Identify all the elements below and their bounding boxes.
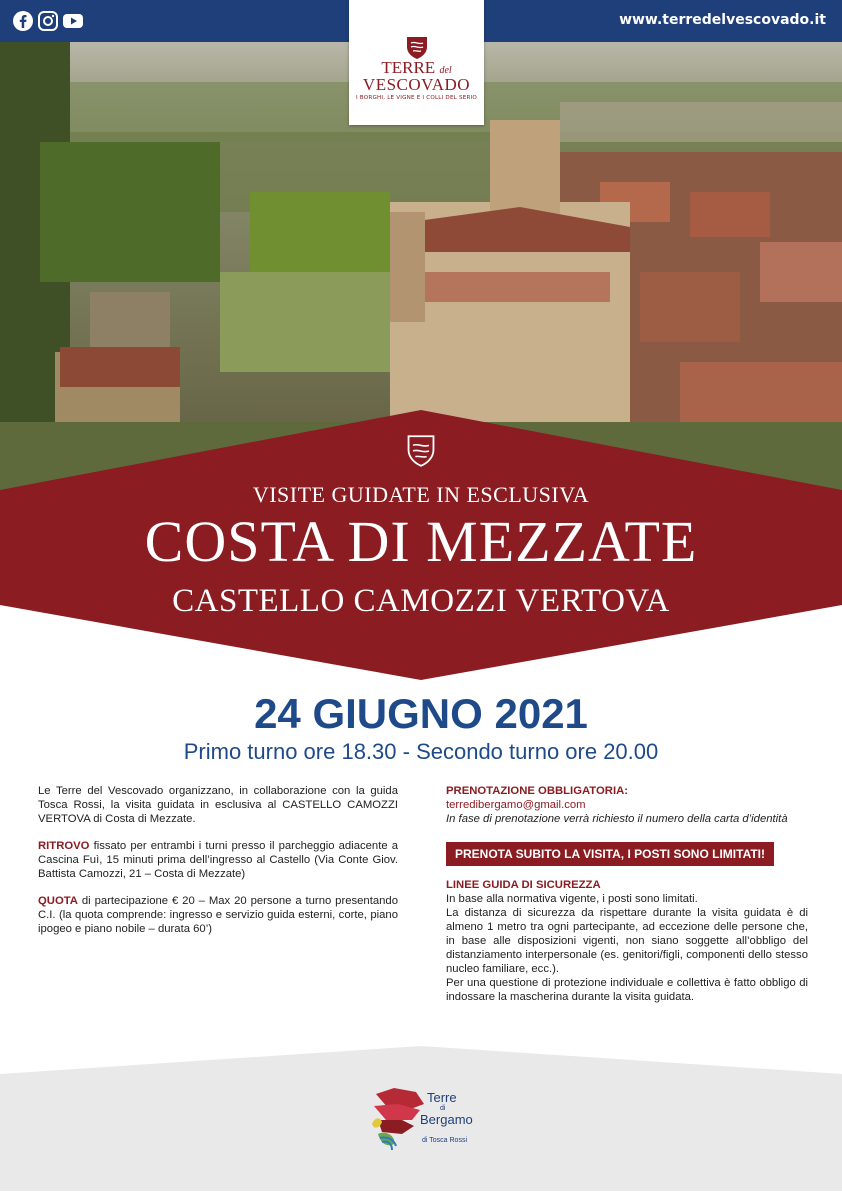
banner-place: CASTELLO CAMOZZI VERTOVA [172,583,670,619]
linee-guida-text-3: Per una questione di protezione individuale e collettiva è fatto obbligo di indossare la mascherina durante la visita guidata. [446,977,808,1003]
logo-tagline: I BORGHI, LE VIGNE E I COLLI DEL SERIO [355,95,477,101]
youtube-icon[interactable] [62,10,84,32]
book-now-banner: PRENOTA SUBITO LA VISITA, I POSTI SONO LIMITATI! [446,842,774,866]
booking-note: In fase di prenotazione verrà richiesto il numero della carta d’identità [446,813,788,825]
shield-icon [404,34,430,60]
footer-tosca-rossi: di Tosca Rossi [422,1137,468,1144]
booking-email[interactable]: terredibergamo@gmail.com [446,799,586,811]
ritrovo-paragraph [38,839,398,881]
linee-guida-text-2: La distanza di sicurezza da rispettare durante la visita guidata è di almeno 1 metro tra ogni partecipante, ad eccezione delle persone che, in base alle disposizioni vigenti, non siano soggette all’obbligo del distanziamento interpersonale (es. genitori/figli, componenti dello stesso nucleo familiare, ecc.). [446,907,808,975]
footer-terre: Terre [427,1090,457,1105]
website-url[interactable]: www.terredelvescovado.it [619,12,826,28]
info-right-column [446,784,808,1004]
instagram-icon[interactable] [37,10,59,32]
linee-guida-label: LINEE GUIDA DI SICUREZZA [446,879,601,891]
linee-guida-text-1: In base alla normativa vigente, i posti sono limitati. [446,893,698,905]
terre-del-vescovado-logo [349,0,484,125]
banner-subtitle: VISITE GUIDATE IN ESCLUSIVA [252,482,590,507]
facebook-icon[interactable] [12,10,34,32]
logo-terre: TERRE [381,58,436,77]
logo-del: del [439,65,452,76]
prenotazione-label: PRENOTAZIONE OBBLIGATORIA: [446,785,629,797]
logo-vescovado: VESCOVADO [362,75,471,94]
event-date: 24 GIUGNO 2021 [254,690,588,737]
intro-text: Le Terre del Vescovado organizzano, in collaborazione con la guida Tosca Rossi, la visita guidata in esclusiva al CASTELLO CAMOZZI VERTOVA di Costa di Mezzate. [38,785,398,825]
event-times: Primo turno ore 18.30 - Secondo turno ore 20.00 [183,739,659,764]
quota-label: QUOTA [38,895,78,907]
banner-title: COSTA DI MEZZATE [144,509,698,574]
ritrovo-label: RITROVO [38,840,90,852]
quota-paragraph [38,894,398,936]
info-left-column [38,784,398,949]
quota-text: di partecipazione € 20 – Max 20 persone a turno presentando C.I. (la quota comprende: ingresso e servizio guida esterni, corte, piano ipogeo e piano nobile – durata 60’) [38,895,398,935]
shield-emblem-icon [406,434,436,468]
ritrovo-text: fissato per entrambi i turni presso il parcheggio adiacente a Cascina Fuì, 15 minuti prima dell’ingresso al Castello (Via Conte Giov. Battista Camozzi, 21 – Costa di Mezzate) [38,840,398,880]
footer-bergamo: Bergamo [420,1112,473,1127]
footer-di: di [440,1105,446,1112]
